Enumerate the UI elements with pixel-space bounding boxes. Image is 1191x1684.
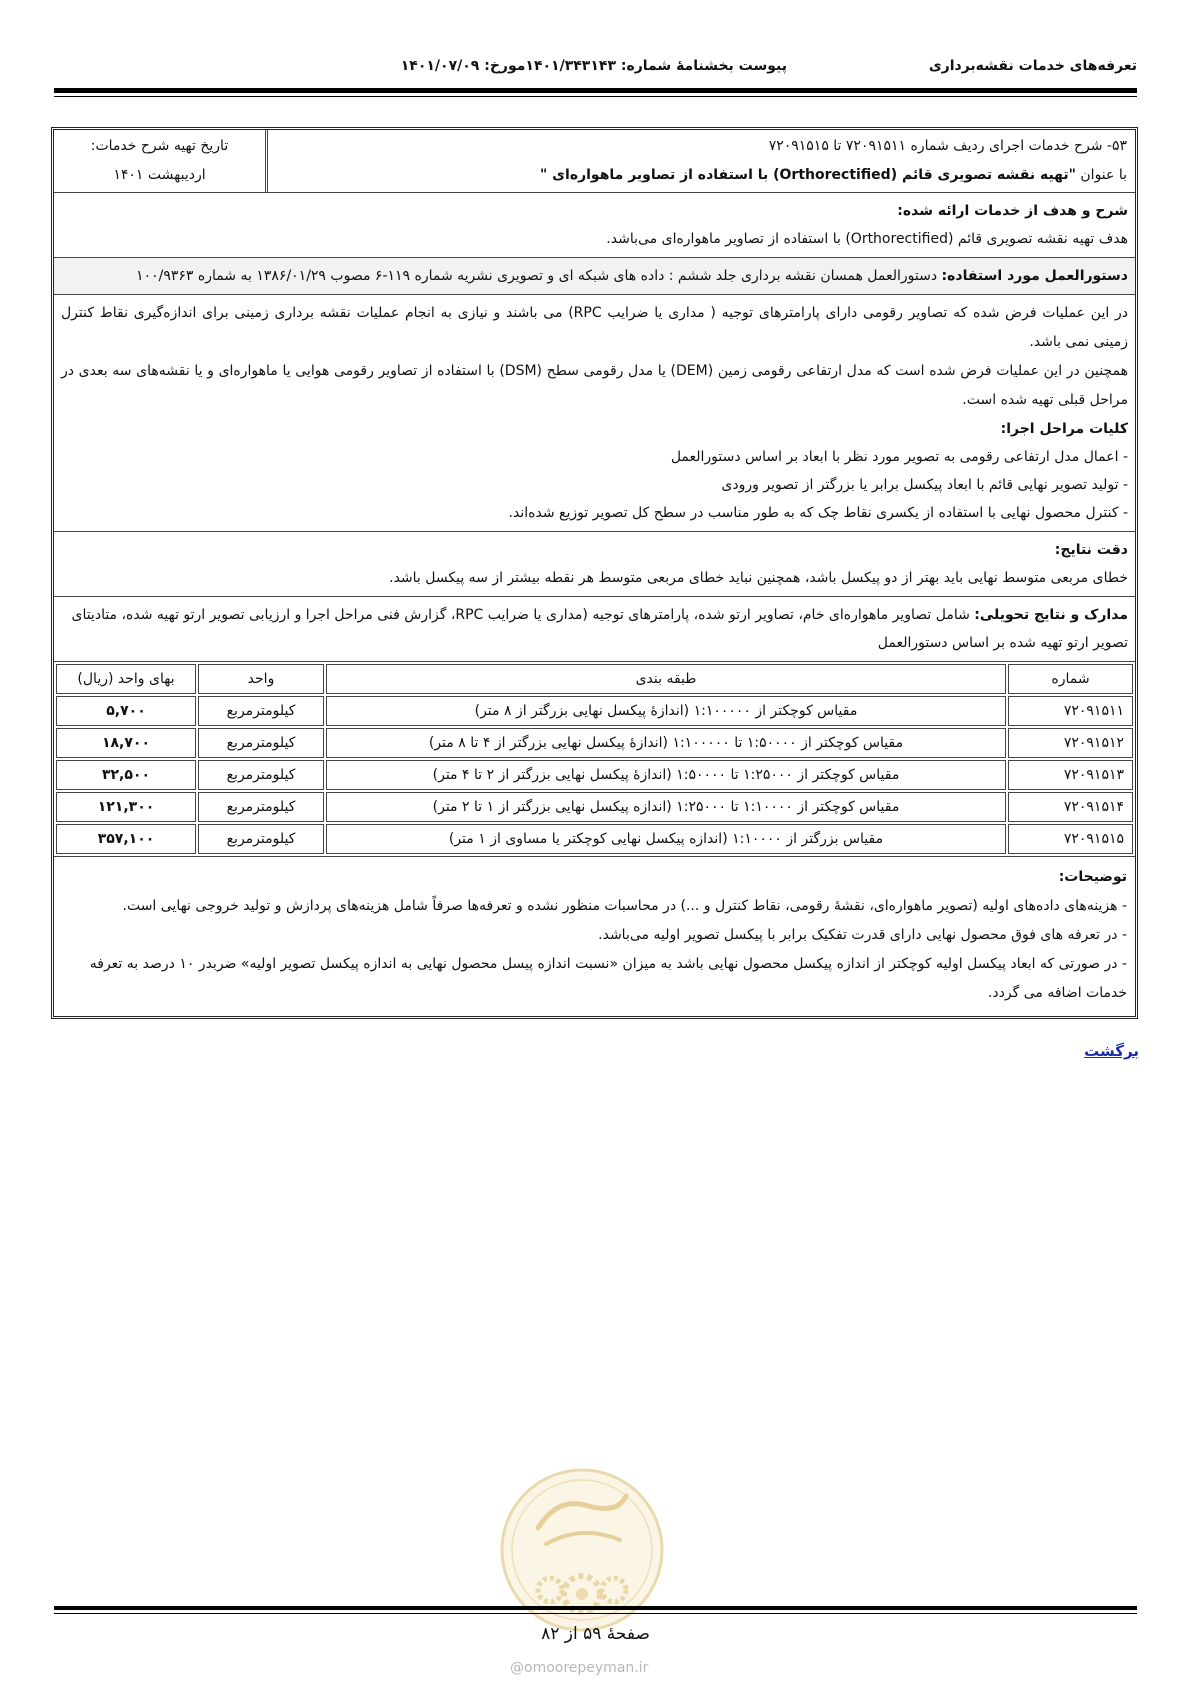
service-date-label: تاریخ تهیه شرح خدمات:	[90, 138, 229, 154]
row-number: ۷۲۰۹۱۵۱۴	[1008, 792, 1133, 822]
accuracy-heading: دقت نتایج:	[1054, 542, 1128, 558]
header-rule-thin	[54, 96, 1137, 97]
price-table-section	[54, 662, 1135, 857]
service-date-cell	[54, 130, 268, 192]
page-header	[54, 58, 1137, 80]
page-number: صفحهٔ ۵۹ از ۸۲	[541, 1624, 650, 1644]
notes-section	[54, 857, 1135, 1016]
header-price: بهای واحد (ریال)	[56, 664, 196, 694]
row-number: ۷۲۰۹۱۵۱۲	[1008, 728, 1133, 758]
footer-rule-thick	[54, 1606, 1137, 1610]
row-price: ۱۲۱,۳۰۰	[56, 792, 196, 822]
service-title-cell	[268, 130, 1135, 192]
note-item: - در صورتی که ابعاد پیکسل اولیه کوچکتر از اندازه پیکسل محصول نهایی باشد به میزان «نسبت اندازه پیسل محصول نهایی به اندازه پیکسل تصویر اولیه» ضربدر ۱۰ درصد به تعرفه خدمات اضافه می گردد.	[89, 956, 1127, 1001]
row-unit: کیلومترمربع	[198, 792, 324, 822]
deliverables-section	[54, 597, 1135, 662]
table-header-row	[56, 664, 1133, 694]
purpose-heading: شرح و هدف از خدمات ارائه شده:	[897, 203, 1128, 219]
row-unit: کیلومترمربع	[198, 760, 324, 790]
table-row	[56, 760, 1133, 790]
row-price: ۳۵۷,۱۰۰	[56, 824, 196, 854]
accuracy-text: خطای مربعی متوسط نهایی باید بهتر از دو پیکسل باشد، همچنین نباید خطای مربعی متوسط هر نقطه بیشتر از سه پیکسل باشد.	[389, 570, 1128, 586]
service-description-frame	[51, 127, 1138, 1019]
step-item: - اعمال مدل ارتفاعی رقومی به تصویر مورد نظر با ابعاد بر اساس دستورالعمل	[670, 449, 1128, 465]
service-title-row	[54, 130, 1135, 193]
step-item: - کنترل محصول نهایی با استفاده از یکسری نقاط چک که به طور مناسب در سطح کل تصویر توزیع شده‌اند.	[508, 505, 1128, 521]
table-row	[56, 696, 1133, 726]
service-title-line	[276, 161, 1127, 190]
table-row	[56, 792, 1133, 822]
assumption-paragraph-2: همچنین در این عملیات فرض شده است که مدل ارتفاعی رقومی زمین (DEM) یا مدل رقومی سطح (DSM) با استفاده از تصاویر رقومی هوایی یا ماهواره‌ای و یا نقشه‌های سه بعدی در مراحل قبلی تهیه شده است.	[61, 363, 1128, 408]
note-item: - هزینه‌های داده‌های اولیه (تصویر ماهواره‌ای، نقشهٔ رقومی، نقاط کنترل و ...) در محاسبات منظور نشده و تعرفه‌ها صرفاً شامل هزینه‌های پردازش و تولید خروجی نهایی است.	[122, 898, 1127, 914]
row-class: مقیاس کوچکتر از ۱:۱۰۰۰۰۰ (اندازهٔ پیکسل نهایی بزرگتر از ۸ متر)	[326, 696, 1006, 726]
deliverables-label: مدارک و نتایج تحویلی:	[974, 607, 1128, 623]
row-class: مقیاس کوچکتر از ۱:۱۰۰۰۰ تا ۱:۲۵۰۰۰ (اندازه پیکسل نهایی بزرگتر از ۱ تا ۲ متر)	[326, 792, 1006, 822]
service-number-line: ۵۳- شرح خدمات اجرای ردیف شماره ۷۲۰۹۱۵۱۱ تا ۷۲۰۹۱۵۱۵	[768, 138, 1127, 154]
service-title: "تهیه نقشه تصویری قائم (Orthorectified) با استفاده از تصاویر ماهواره‌ای "	[540, 167, 1076, 183]
steps-heading: کلیات مراحل اجرا:	[1000, 421, 1128, 437]
instruction-section	[54, 258, 1135, 295]
row-unit: کیلومترمربع	[198, 696, 324, 726]
step-item: - تولید تصویر نهایی قائم با ابعاد پیکسل برابر یا بزرگتر از تصویر ورودی	[721, 477, 1128, 493]
instruction-text: دستورالعمل همسان نقشه برداری جلد ششم : داده های شبکه ای و تصویری نشریه شماره ۱۱۹-۶ مصوب ۱۳۸۶/۰۱/۲۹ به شماره ۱۰۰/۹۳۶۳	[136, 268, 942, 284]
header-class: طبقه بندی	[326, 664, 1006, 694]
row-price: ۱۸,۷۰۰	[56, 728, 196, 758]
row-unit: کیلومترمربع	[198, 824, 324, 854]
assumption-paragraph-1: در این عملیات فرض شده که تصاویر رقومی دارای پارامترهای توجیه ( مداری یا ضرایب RPC) می باشند و نیازی به انجام عملیات نقشه برداری زمینی برای اندازه‌گیری نقاط کنترل زمینی نمی باشد.	[61, 305, 1128, 350]
row-number: ۷۲۰۹۱۵۱۳	[1008, 760, 1133, 790]
price-table	[54, 662, 1135, 856]
note-item: - در تعرفه های فوق محصول نهایی دارای قدرت تفکیک برابر با پیکسل تصویر اولیه می‌باشد.	[598, 927, 1127, 943]
row-class: مقیاس کوچکتر از ۱:۲۵۰۰۰ تا ۱:۵۰۰۰۰ (اندازهٔ پیکسل نهایی بزرگتر از ۲ تا ۴ متر)	[326, 760, 1006, 790]
header-number: شماره	[1008, 664, 1133, 694]
notes-heading: توضیحات:	[1058, 869, 1127, 885]
service-date-value: اردیبهشت ۱۴۰۱	[113, 167, 206, 183]
header-title: تعرفه‌های خدمات نقشه‌برداری	[928, 58, 1137, 74]
website-watermark: @omoorepeyman.ir	[510, 1660, 649, 1676]
row-class: مقیاس کوچکتر از ۱:۵۰۰۰۰ تا ۱:۱۰۰۰۰۰ (اندازهٔ پیکسل نهایی بزرگتر از ۴ تا ۸ متر)	[326, 728, 1006, 758]
row-price: ۵,۷۰۰	[56, 696, 196, 726]
purpose-section	[54, 193, 1135, 258]
deliverables-text: شامل تصاویر ماهواره‌ای خام، تصاویر ارتو شده، پارامترهای توجیه (مداری یا ضرایب RPC، گزارش فنی مراحل اجرا و ارزیابی تصویر ارتو تهیه شده، متادیتای تصویر ارتو تهیه شده بر اساس دستورالعمل	[71, 607, 1128, 651]
accuracy-section	[54, 532, 1135, 597]
instruction-label: دستورالعمل مورد استفاده:	[941, 268, 1128, 284]
row-number: ۷۲۰۹۱۵۱۵	[1008, 824, 1133, 854]
row-unit: کیلومترمربع	[198, 728, 324, 758]
purpose-text: هدف تهیه نقشه تصویری قائم (Orthorectified) با استفاده از تصاویر ماهواره‌ای می‌باشد.	[606, 231, 1128, 247]
row-number: ۷۲۰۹۱۵۱۱	[1008, 696, 1133, 726]
table-row	[56, 824, 1133, 854]
row-class: مقیاس بزرگتر از ۱:۱۰۰۰۰ (اندازه پیکسل نهایی کوچکتر یا مساوی از ۱ متر)	[326, 824, 1006, 854]
service-title-prefix: با عنوان	[1075, 167, 1127, 183]
back-link[interactable]: برگشت	[1084, 1042, 1139, 1060]
header-rule-thick	[54, 88, 1137, 93]
row-price: ۳۲,۵۰۰	[56, 760, 196, 790]
table-row	[56, 728, 1133, 758]
header-unit: واحد	[198, 664, 324, 694]
assumptions-section	[54, 295, 1135, 532]
footer-rule-thin	[54, 1613, 1137, 1614]
header-circular-reference: پیوست بخشنامهٔ شماره: ۱۴۰۱/۳۴۳۱۴۳مورخ: ۱۴۰۱/۰۷/۰۹	[400, 58, 787, 74]
